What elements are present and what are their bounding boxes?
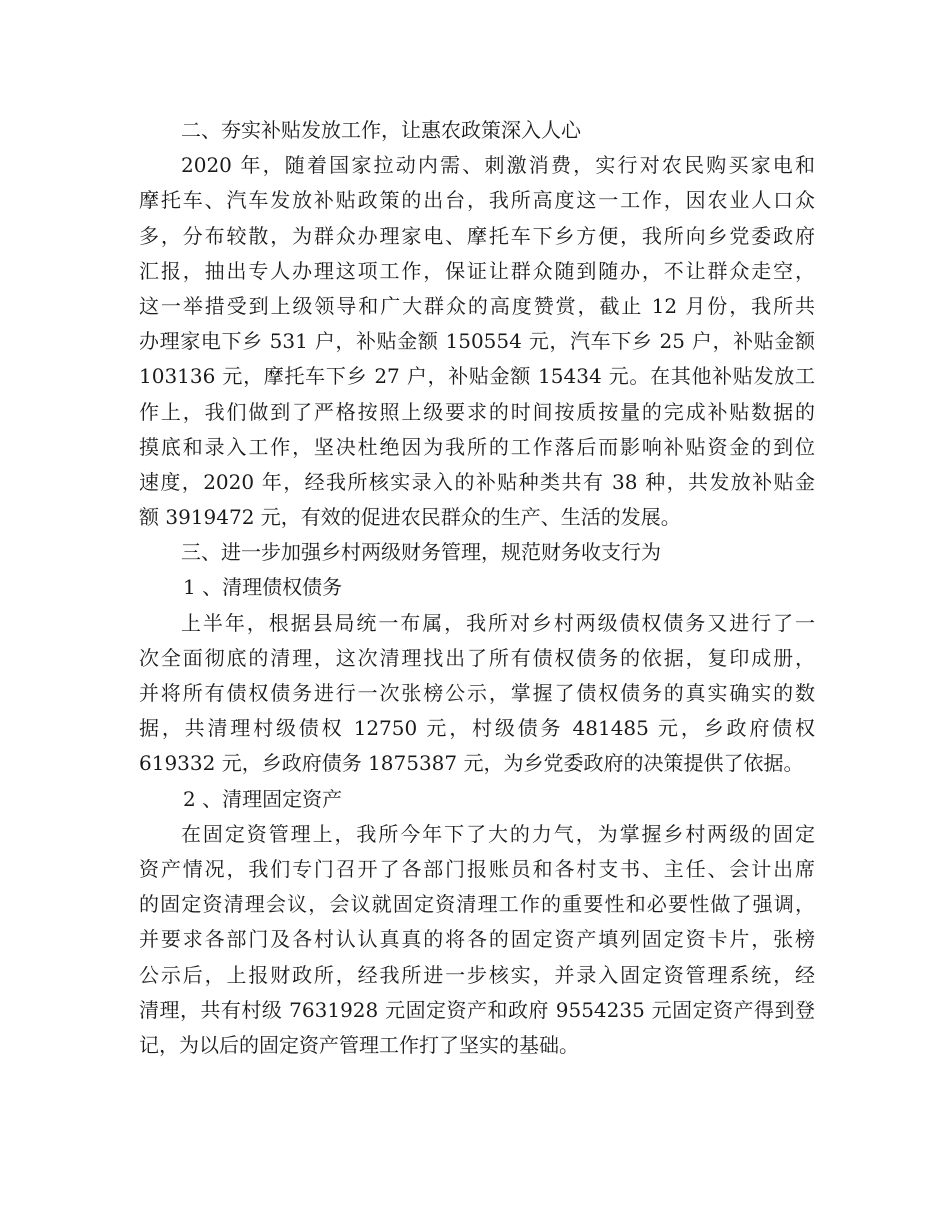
paragraph-line: 的固定资清理会议，会议就固定资清理工作的重要性和必要性做了强调，	[139, 892, 815, 917]
document-page	[139, 113, 815, 1063]
paragraph-line: 办理家电下乡 531 户，补贴金额 150554 元，汽车下乡 25 户，补贴金额	[139, 329, 815, 354]
paragraph-line: 额 3919472 元，有效的促进农民群众的生产、生活的发展。	[139, 505, 681, 530]
section-heading-2: 二、夯实补贴发放工作，让惠农政策深入人心	[181, 118, 581, 142]
paragraph-line: 摸底和录入工作，坚决杜绝因为我所的工作落后而影响补贴资金的到位	[139, 434, 815, 459]
paragraph-line: 公示后，上报财政所，经我所进一步核实，并录入固定资管理系统，经	[139, 962, 815, 987]
paragraph-line: 并要求各部门及各村认认真真的将各的固定资产填列固定资卡片，张榜	[139, 927, 815, 952]
paragraph-line: 速度，2020 年，经我所核实录入的补贴种类共有 38 种，共发放补贴金	[139, 469, 815, 494]
paragraph-line: 记，为以后的固定资产管理工作打了坚实的基础。	[139, 1032, 579, 1057]
subsection-heading-2: 2 、清理固定资产	[183, 786, 343, 811]
paragraph-line: 2020 年，随着国家拉动内需、刺激消费，实行对农民购买家电和	[181, 153, 815, 178]
paragraph-line: 资产情况，我们专门召开了各部门报账员和各村支书、主任、会计出席	[139, 856, 815, 881]
paragraph-line: 多，分布较散，为群众办理家电、摩托车下乡方便，我所向乡党委政府	[139, 223, 815, 248]
section-heading-3: 三、进一步加强乡村两级财务管理，规范财务收支行为	[181, 540, 661, 565]
paragraph-line: 清理，共有村级 7631928 元固定资产和政府 9554235 元固定资产得到登	[139, 997, 815, 1022]
paragraph-line: 这一举措受到上级领导和广大群众的高度赞赏，截止 12 月份，我所共	[139, 293, 815, 318]
paragraph-line: 619332 元，乡政府债务 1875387 元，为乡党委政府的决策提供了依据。	[139, 751, 804, 776]
paragraph-line: 作上，我们做到了严格按照上级要求的时间按质按量的完成补贴数据的	[139, 399, 815, 424]
paragraph-line: 在固定资管理上，我所今年下了大的力气，为掌握乡村两级的固定	[181, 821, 815, 846]
paragraph-line: 次全面彻底的清理，这次清理找出了所有债权债务的依据，复印成册，	[139, 645, 815, 670]
paragraph-line: 摩托车、汽车发放补贴政策的出台，我所高度这一工作，因农业人口众	[139, 188, 815, 213]
paragraph-line: 并将所有债权债务进行一次张榜公示，掌握了债权债务的真实确实的数	[139, 681, 815, 705]
paragraph-line: 103136 元，摩托车下乡 27 户，补贴金额 15434 元。在其他补贴发放工	[139, 364, 815, 389]
paragraph-line: 据，共清理村级债权 12750 元，村级债务 481485 元，乡政府债权	[139, 716, 815, 741]
subsection-heading-1: 1 、清理债权债务	[183, 575, 343, 600]
paragraph-line: 汇报，抽出专人办理这项工作，保证让群众随到随办，不让群众走空，	[139, 258, 815, 283]
paragraph-line: 上半年，根据县局统一布属，我所对乡村两级债权债务又进行了一	[181, 610, 815, 635]
